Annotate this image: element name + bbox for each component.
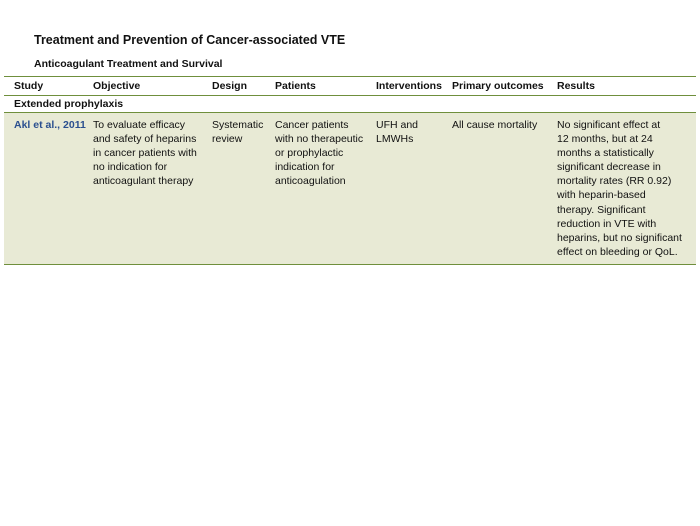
header-primary-outcomes: Primary outcomes	[452, 80, 544, 92]
cell-primary-outcomes: All cause mortality	[452, 119, 538, 131]
header-objective: Objective	[93, 80, 141, 92]
header-interventions: Interventions	[376, 80, 442, 92]
table-header	[4, 77, 696, 96]
header-results: Results	[557, 80, 595, 92]
cell-objective: To evaluate efficacy and safety of heparins in cancer patients with no indication for anticoagulant therapy	[93, 119, 197, 188]
study-link[interactable]: Akl et al., 2011	[14, 119, 86, 131]
cell-interventions: UFH and LMWHs	[376, 119, 419, 146]
header-patients: Patients	[275, 80, 316, 92]
evidence-table	[4, 76, 696, 265]
page-title: Treatment and Prevention of Cancer-associated VTE	[34, 33, 346, 47]
table-row	[4, 113, 696, 265]
page-subtitle: Anticoagulant Treatment and Survival	[34, 58, 223, 70]
cell-patients: Cancer patients with no therapeutic or prophylactic indication for anticoagulation	[275, 119, 364, 188]
header-design: Design	[212, 80, 248, 92]
header-study: Study	[14, 80, 44, 92]
section-heading: Extended prophylaxis	[4, 96, 696, 113]
cell-results: No significant effect at 12 months, but at 24 months a statistically significant decrease in mortality rates (RR 0.92) with heparin-based therapy. Significant reduction in VTE with heparins, but no significant effect on bleeding or QoL.	[557, 119, 682, 258]
cell-design: Systematic review	[212, 119, 264, 146]
